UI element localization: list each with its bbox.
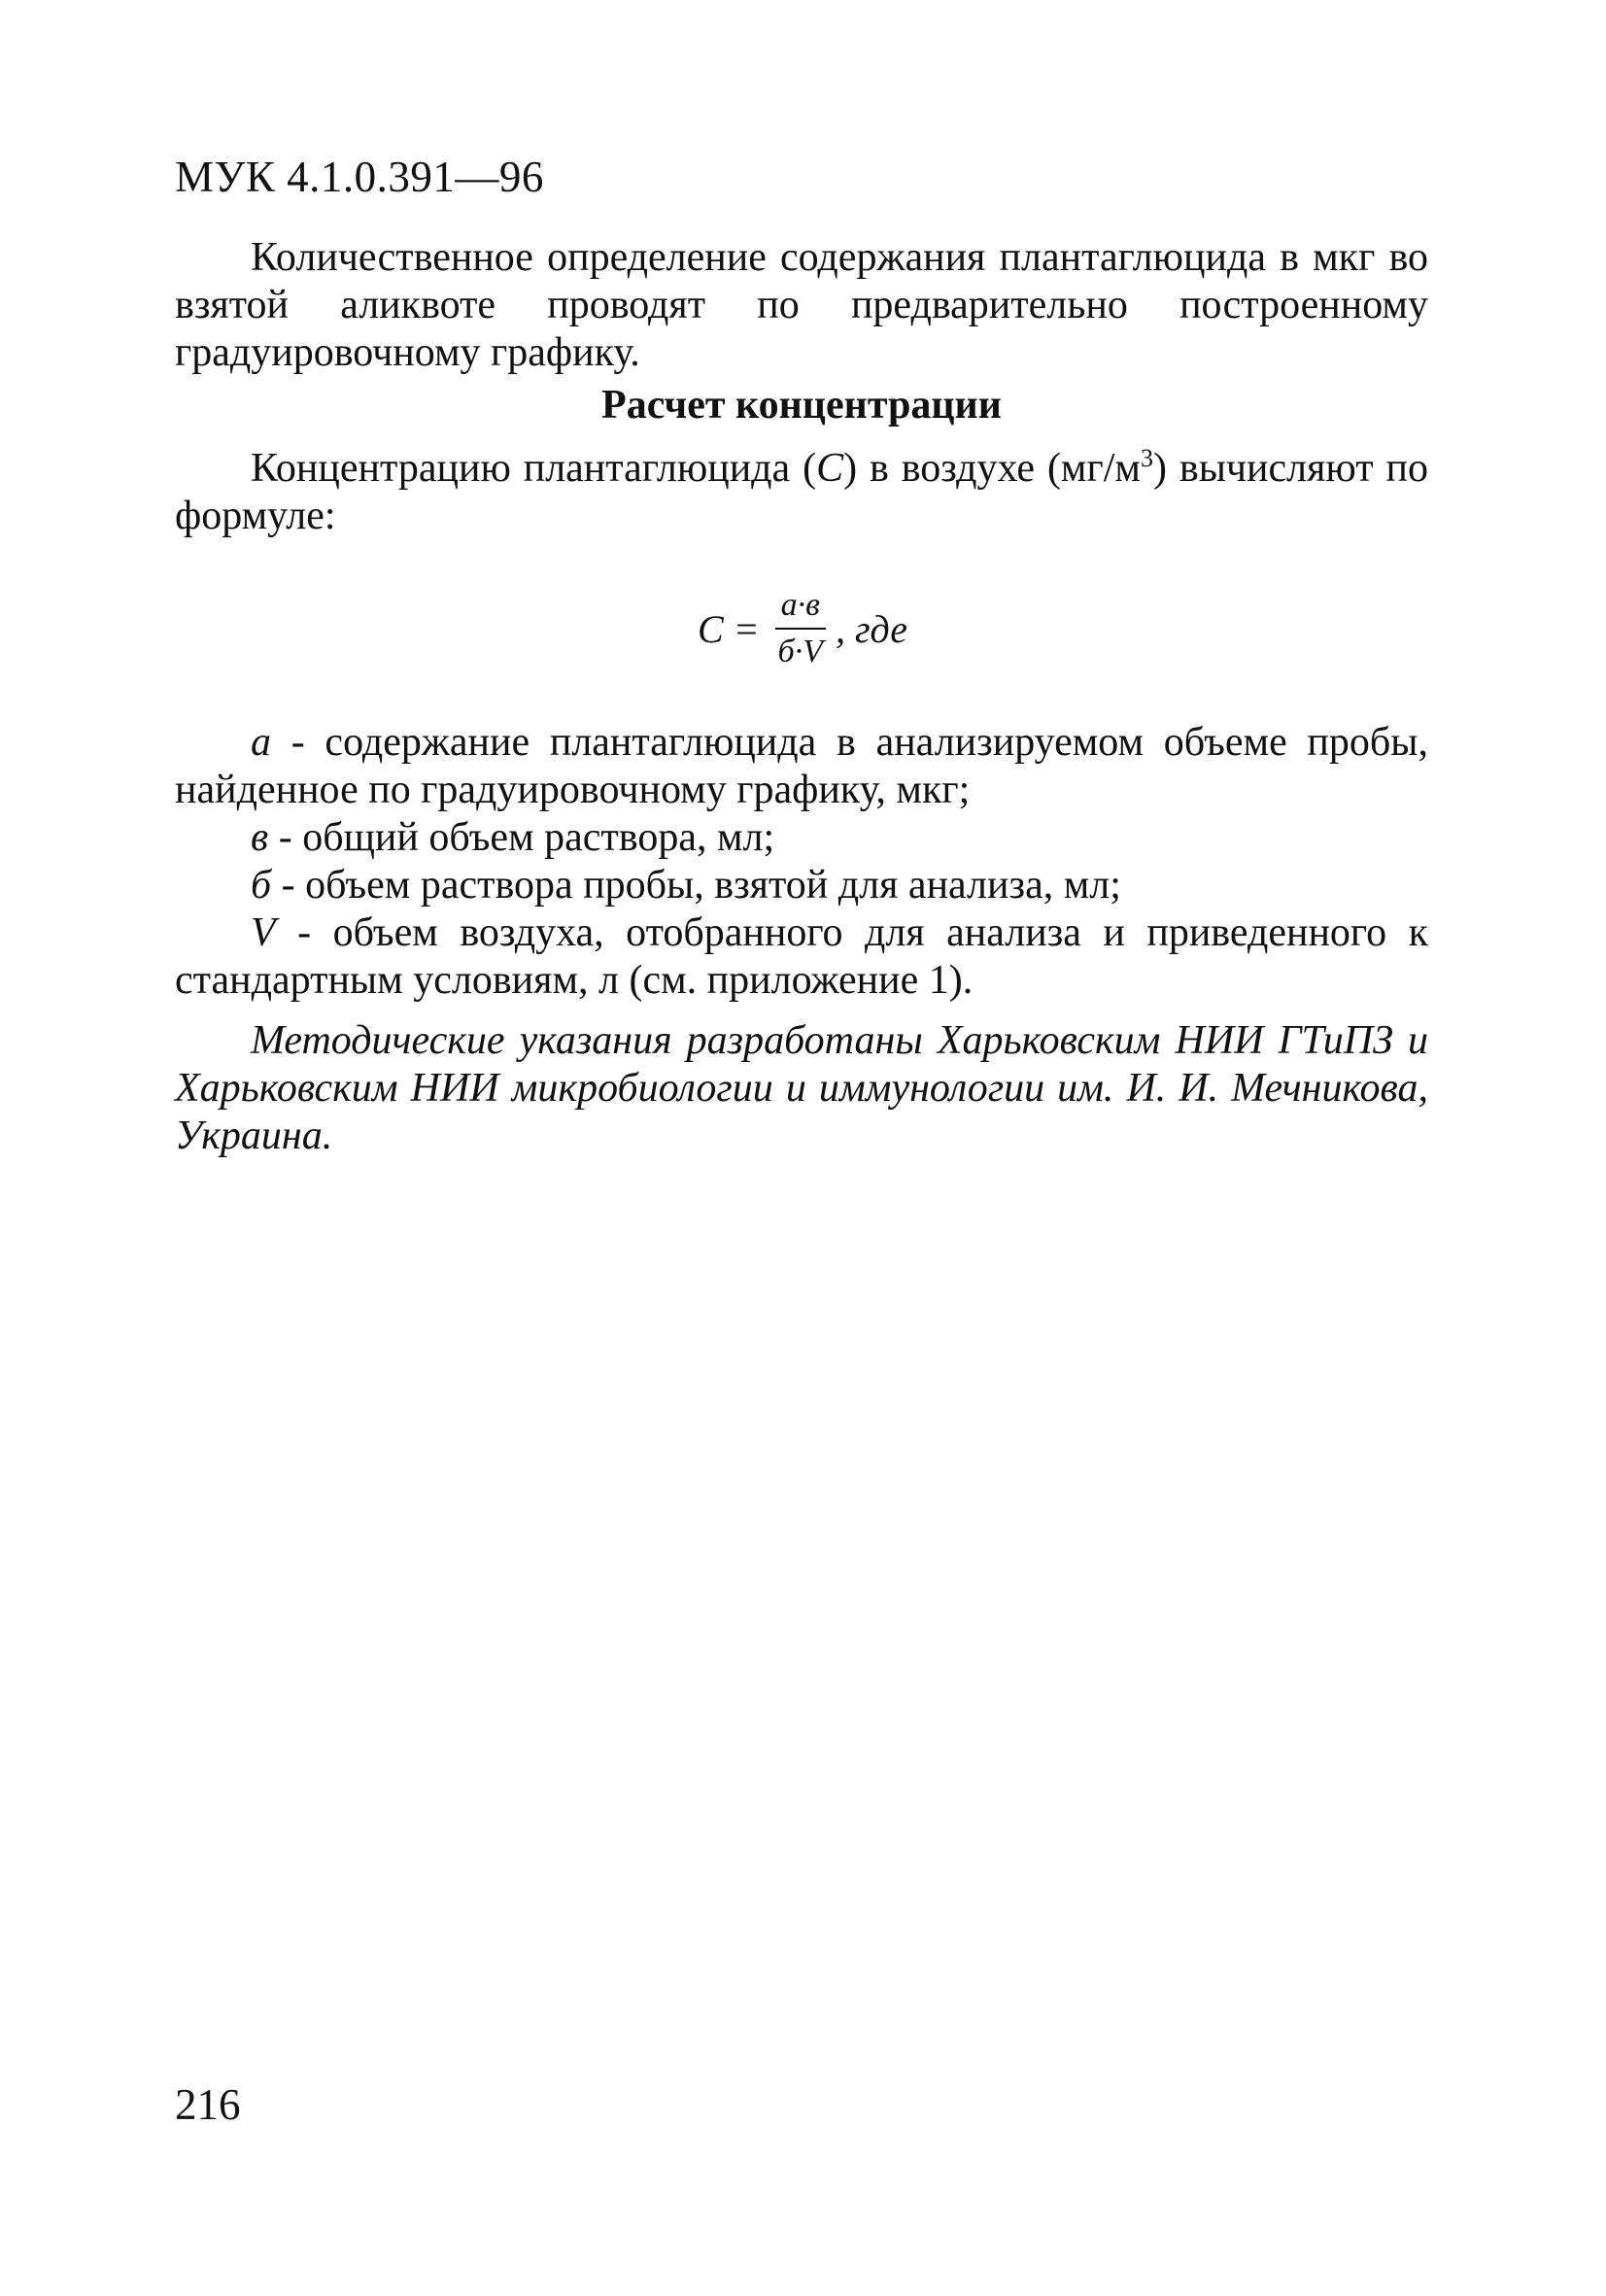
para2-text-start: Концентрацию плантаглюцида ( — [251, 446, 817, 491]
paragraph-quantitative-determination: Количественное определение содержания плантаглюцида в мкг во взятой аликвоте проводят по предварительно построенному градуировочному графику. — [175, 235, 1428, 375]
variable-definitions — [175, 719, 1428, 1005]
concentration-formula — [698, 575, 907, 682]
definition-a — [175, 719, 1428, 814]
formula-numerator: а·в — [775, 587, 826, 630]
definition-v-lower — [175, 814, 1428, 862]
definition-text: - общий объем раствора, мл; — [268, 815, 775, 860]
paragraph-concentration-formula-intro — [175, 445, 1428, 540]
section-heading-concentration-calculation: Расчет концентрации — [601, 383, 1002, 428]
formula-fraction — [775, 587, 826, 670]
formula-lhs: С = — [698, 606, 760, 651]
definition-symbol: б — [251, 863, 272, 908]
para2-exponent: 3 — [1140, 444, 1153, 472]
page-number: 216 — [175, 2080, 241, 2129]
para2-text-end: ) вычисляют по формуле: — [175, 446, 1428, 538]
definition-v-upper — [175, 909, 1428, 1005]
definition-symbol: а — [251, 720, 271, 765]
para2-text-middle: ) в воздухе (мг/м — [843, 446, 1141, 491]
definition-text: - объем раствора пробы, взятой для анализа, мл; — [271, 863, 1121, 908]
document-code-header: МУК 4.1.0.391—96 — [175, 153, 544, 201]
definition-symbol: в — [251, 815, 269, 860]
developers-note: Методические указания разработаны Харьковским НИИ ГТиПЗ и Харьковским НИИ микробиологии и иммунологии им. И. И. Мечникова, Украина. — [175, 1018, 1428, 1158]
formula-suffix: , где — [835, 606, 908, 651]
definition-symbol: V — [251, 910, 276, 955]
para2-c-symbol: С — [816, 446, 844, 491]
formula-denominator: б·V — [777, 634, 823, 669]
definition-b — [175, 862, 1428, 909]
definition-text: - содержание плантаглюцида в анализируемом объеме пробы, найденное по градуировочному графику, мкг; — [175, 720, 1428, 812]
definition-text: - объем воздуха, отобранного для анализа и приведенного к стандартным условиям, л (см. приложение 1). — [175, 910, 1428, 1003]
